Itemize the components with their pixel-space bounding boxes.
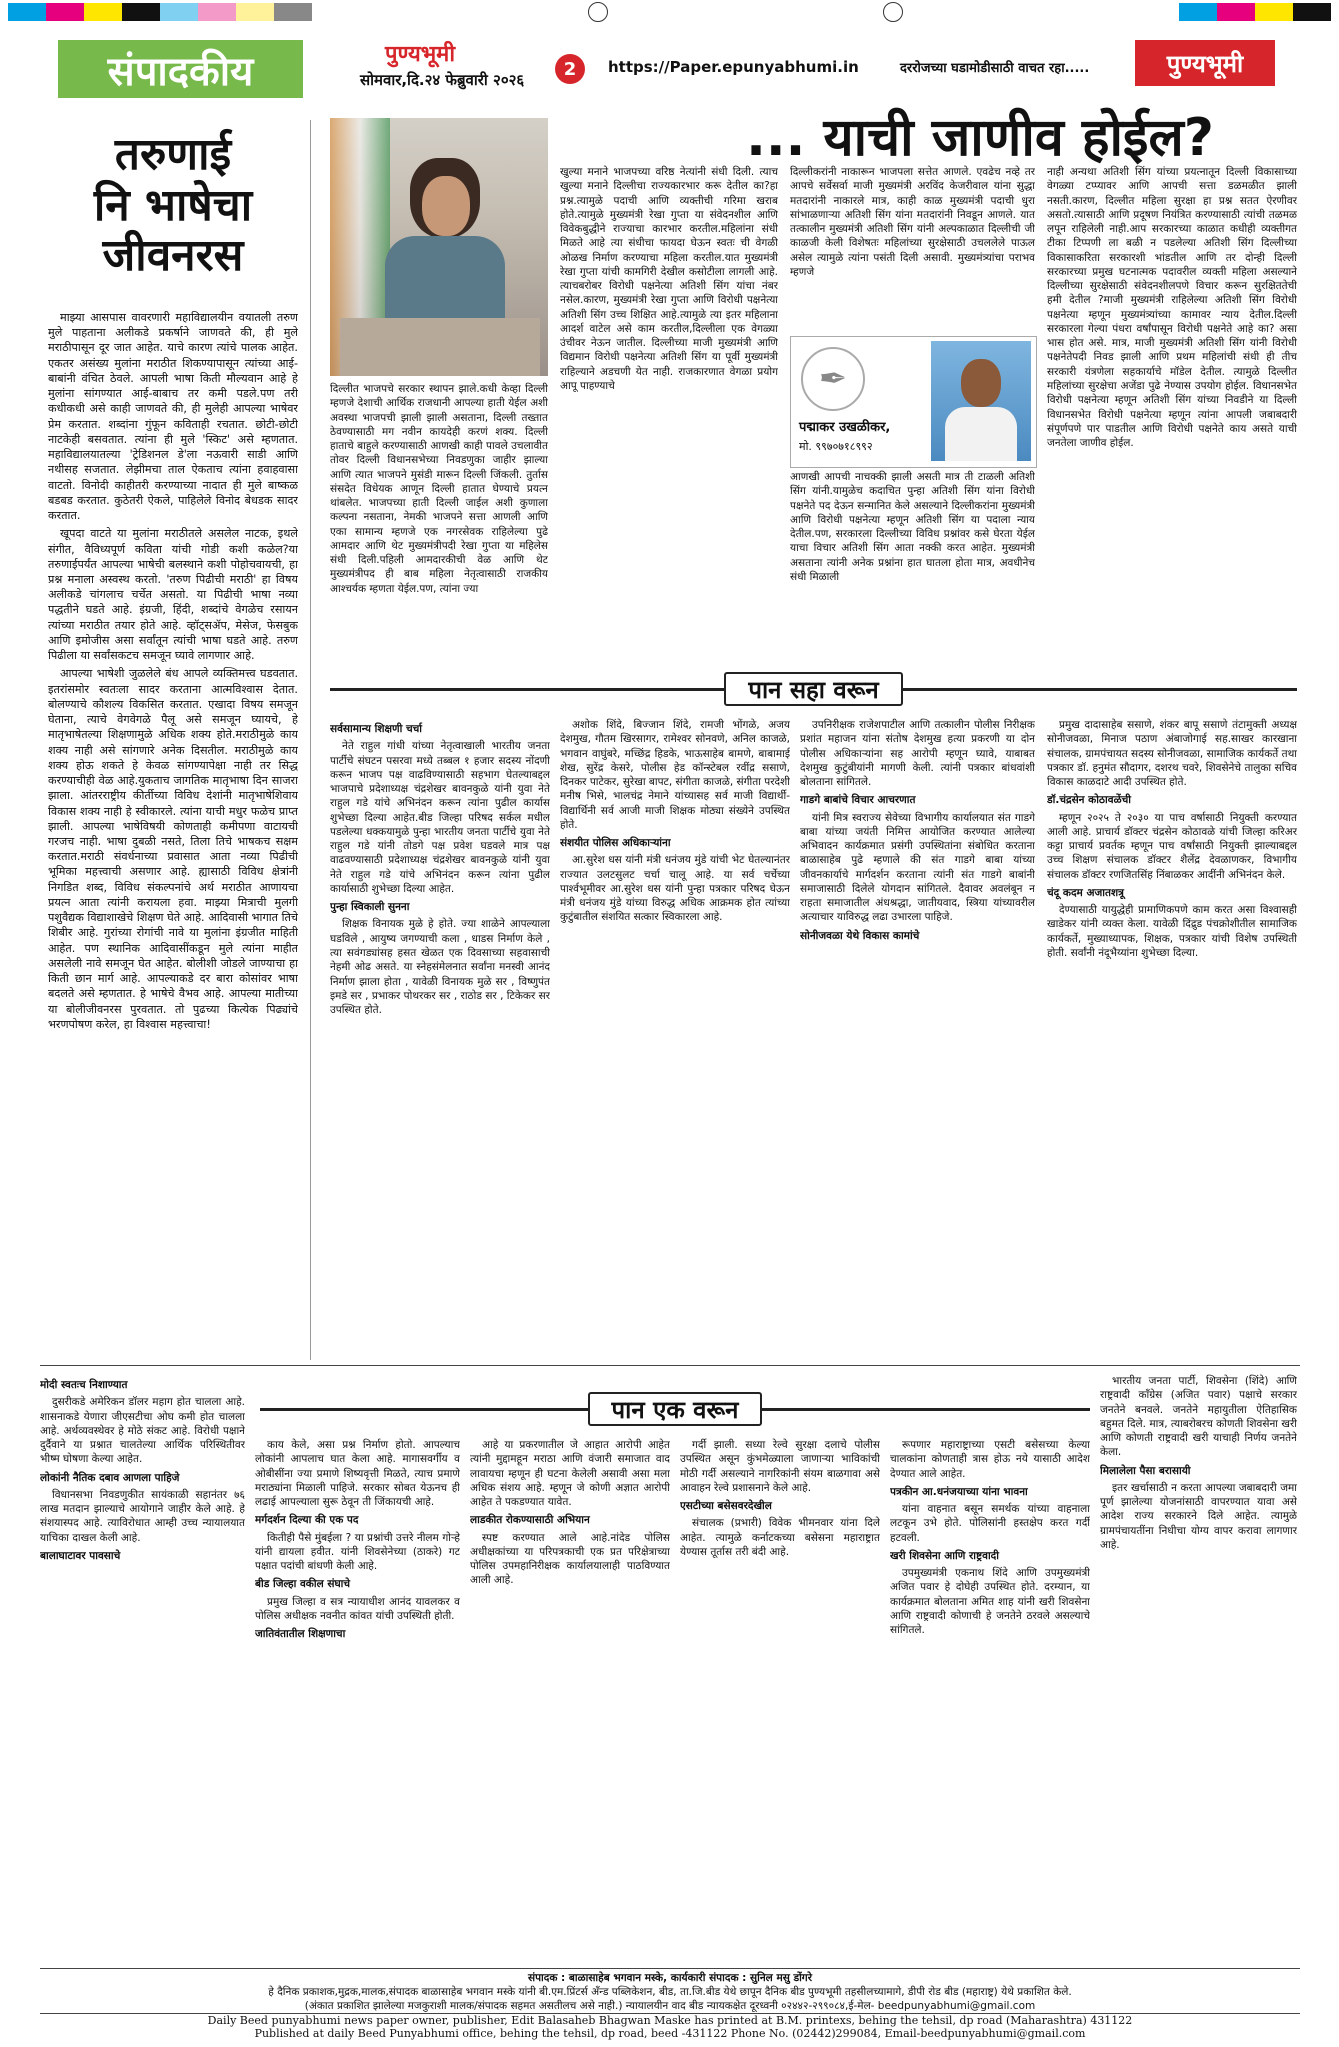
paragraph: आपल्या भाषेशी जुळलेले बंध आपले व्यक्तिमत्त्व घडवतात. इतरांसमोर स्वतःला सादर करताना आत्मविश्वास देतात. बोलण्याचे कौशल्य विकसित करतात. एखादा विषय समजून घेताना, त्याचे वेगवेगळे पैलू असे समजून घ्यायचे, हे मातृभाषेतल्या शिक्षणामुळे अधिक शक्य होते.मराठीमुळे काय शक्य नाही असे सांगणारे अनेक दिसतील. मराठीमुळे काय शक्य होऊ शकते हे केवळ सांगण्यापेक्षा नाही तर सिद्ध करण्याचीही वेळ आहे.युकताच जागतिक मातृभाषा दिन साजरा झाला. आंतरराष्ट्रीय कीर्तीच्या विविध देशांनी मातृभाषेशिवाय विकास शक्य नाही हे स्वीकारले. त्यांना याची मधुर फळेच प्राप्त झाली. आपल्या भाषेविषयी कोणताही कमीपणा वाटायची गरजच नाही. भाषा दुबळी नसते, तिला तिचे भाषकच सक्षम करतात.मराठी संवर्धनाच्या प्रवासात आता नव्या पिढीची भूमिका महत्त्वाची असणार आहे. ह्यासाठी विविध क्षेत्रांनी निगडित शब्द, विविध संकल्पनांचे अर्थ मराठीत आणायचा प्रयत्न आता त्यांनी करायला हवा. माझ्या मित्राची मुलगी पशुवैद्यक विद्याशाखेचे शिक्षण घेते आहे. आदिवासी भागात तिचे शिबीर आहे. गुरांच्या रोगांची नावे या मुलांना इंग्रजीत माहिती आहेत. पण स्थानिक आदिवासींकडून मुले त्यांना माहीत असलेली नावे समजून घेत आहेत. बोलीशी जोडले जाण्याचा हा किती छान मार्ग आहे. आपल्याकडे दर बारा कोसांवर भाषा बदलते असे म्हणतात. हे भाषेचे वैभव आहे. आपल्या मातीच्या या बोलीजीवनरस पुरवतात. तो पुढच्या कित्येक पिढ्यांचे भरणपोषण करेल, हा विश्वास महत्त्वाचा! [48,667,298,1031]
main-headline: ... याची जाणीव होईल? [746,108,1214,168]
pan-saha-col2 [560,718,790,1358]
author-phone: मो. ९९७०७१८९९२ [799,440,873,453]
sub-heading: सर्वसामान्य शिक्षणी चर्चा [330,723,423,735]
pen-icon: ✒ [801,347,865,411]
sub-heading: पत्रकीन आ.धनंजयाच्या यांना भावना [890,1485,1028,1498]
english-imprint [40,2014,1300,2040]
left-article-title [48,130,298,282]
sub-heading: मिलालेला पैसा बरासायी [1100,1464,1191,1477]
main-article-col1: दिल्लीत भाजपचे सरकार स्थापन झाले.कधी केव्हा दिल्ली म्हणजे देशाची आर्थिक राजधानी आपल्या हाती येईल अशी अवस्था भाजपची झाली झाली असताना, दिल्ली तख्तात ठेवण्यासाठी मग नवीन कायदेही करणं शक्य. दिल्ली हाताचे बाहुले करण्यासाठी आणखी काही पावले उचलावीत तोवर दिल्ली विधानसभेच्या निवडणुका जाहीर झाल्या आणि त्यात भाजपने मुसंडी मारून दिल्ली जिंकली. तुर्तास संसदेत विधेयक आणून दिल्ली हातात घेण्याचे प्रयत्न थांबलेत. भाजपच्या हाती दिल्ली जाईल अशी कुणाला कल्पना नसताना, नेमकी भाजपने सत्ता आणली आणि एका सामान्य म्हणजे एक नगरसेवक राहिलेल्या पुढे आमदार आणि थेट मुख्यमंत्रीपदी रेखा गुप्ता या महिलेस संधी दिली.पहिली आमदारकीची वेळ आणि थेट मुख्यमंत्रीपद ही बाब महिला नेतृत्वासाठी राजकीय आश्चर्यक म्हणता येईल.पण, त्यांना ज्या [330,383,548,595]
paragraph: शिक्षक विनायक मुळे हे होते. ज्या शाळेने आपल्याला घडविले , आयुष्य जगण्याची कला , धाडस निर्माण केले , त्या सवंगड्यांसह हसत खेळत एक दिवसाच्या सहवासाची नेहमी ओढ असते. या स्नेहसंमेलनात सर्वांना मनस्वी आनंद निर्माण झाला होता , यावेळी विनायक मुळे सर , विष्णुपंत इमडे सर , प्रभाकर पोथरकर सर , राठोड सर , टिकेकर सर उपस्थित होते. [330,918,550,1017]
main-article-col4: नाही अन्यथा अतिशी सिंग यांच्या प्रयत्नातून दिल्ली विकासाच्या वेगळ्या टप्प्यावर आणि आपची सत्ता डळमळीत झाली नसती.कारण, दिल्लीत महिला सुरक्षा हा प्रश्न सतत ऐरणीवर असतो.त्यासाठी आणि प्रदूषण नियंत्रित करण्यासाठी त्यांची तळमळ लपून राहिलेली नाही.आप सरकारच्या काळात कधीही व्यक्तीगत टीका टिप्पणी ला बळी न पडलेल्या अतिशी सिंग दिल्लीच्या विकासाकरिता सरकारशी भांडतील आणि तर दोन्ही दिल्ली सरकारच्या प्रमुख घटनात्मक पदावरील व्यक्ती महिला असल्याने दिल्लीच्या सुरक्षेसाठी संवेदनशीलपणे विचार करून सुरक्षिततेची हमी देतील ?माजी मुख्यमंत्री राहिलेल्या अतिशी सिंग विरोधी पक्षनेत्या म्हणून मुख्यमंत्र्यांच्या कामावर न्याय देतील.दिल्ली सरकारला गेल्या पंधरा वर्षांपासून विरोधी पक्षनेते आहे का? असा भास होत असे. मात्र, माजी मुख्यमंत्री अतिशी सिंग यांनी विरोधी पक्षनेतेपदी निवड झाली आणि प्रथम महिलांची संधी ही तीच सरकारी यंत्रणेला सहकार्याचे मॉडेल देतील. त्यामुळे दिल्लीत महिलांच्या सुरक्षेचा अजेंडा पुढे नेण्यास उपयोग होईल. विधानसभेत विरोधी पक्षनेत्या म्हणून अतिशी सिंग यांच्या निवडीने या दिल्ली विधानसभेत विरोधी पक्षनेत्या म्हणून त्यांना आपली जबाबदारी संपूर्णपणे पार पाडतील आणि विरोधी पक्षनेते काय असते याची जनतेला जाणीव होईल. [1047,166,1297,450]
printer-line-1: हे दैनिक प्रकाशक,मुद्रक,मालक,संपादक बाळासाहेब भगवान मस्के यांनी बी.एम.प्रिंटर्स अँन्ड पब्लिकेशन, बीड, ता.जि.बीड येथे छापून दैनिक बीड पुण्यभूमी तहसीलच्यामागे, डीपी रोड बीड (महाराष्ट्र) येथे प्रकाशित केले. [268,1986,1072,1998]
paragraph: आहे या प्रकरणातील जे आहात आरोपी आहेत त्यांनी मुद्दामहून मराठा आणि वंजारी समाजात वाद लावायचा म्हणून ही घटना केलेली असावी असा मला अधिक संशय आहे. म्हणून जे कोणी अज्ञात आरोपी आहेत ते पकडण्यात यावेत. [470,1439,670,1509]
pan-saha-col4 [1047,718,1297,1358]
sub-heading: पुन्हा स्विकाली सुनना [330,901,410,914]
author-name: पद्माकर उखळीकर, [799,420,891,435]
paragraph: प्रमुख दादासाहेब ससाणे, शंकर बापू ससाणे तंटामुक्ती अध्यक्ष सोनीजवळा, मिनाज पठाण अंबाजोगाई सह.साखर कारखाना संचालक, ग्रामपंचायत सदस्य सोनीजवळा, सामाजिक कार्यकर्ते तथा पत्रकार डॉ. हनुमंत सौदागर, दशरथ चवरे, शिवसेनेचे तालुका सचिव विकास काळदाटे आदी उपस्थित होते. [1047,719,1297,789]
pan-ek-col2 [470,1438,670,1963]
column-divider [310,120,311,1360]
sub-heading: मर्गदर्शन दिल्या की एक पद [255,1514,359,1527]
pan-saha-col3 [800,718,1035,1358]
paragraph: देण्यासाठी यायुद्धेही प्रामाणिकपणे काम करत असा विश्वासही खाडेकर यांनी व्यक्त केला. यावेळी दिंद्रुड पंचक्रोशीतील सामाजिक कार्यकर्ते, मुख्याध्यापक, शिक्षक, पत्रकार यांची विशेष उपस्थिती होती. सर्वांनी नंदूभैय्यांना शुभेच्छा दिल्या. [1047,904,1297,959]
author-box [790,336,1037,468]
paragraph: कितीही पैसे मुंबईला ? या प्रश्नांची उत्तरे नीलम गोऱ्हे यांनी द्यायला हवीत. यांनी शिवसेनेच्या (ठाकरे) गट पक्षात पदांची बांधणी केली आहे. [255,1531,460,1573]
paragraph: भारतीय जनता पार्टी, शिवसेना (शिंदे) आणि राष्ट्रवादी काँग्रेस (अजित पवार) पक्षाचे सरकार जनतेने बनवले. जनतेने महायुतीला ऐतिहासिक बहुमत दिले. मात्र, त्याबरोबरच कोणती शिवसेना खरी आणि कोणती राष्ट्रवादी खरी याचाही निर्णय जनतेने केला. [1100,1375,1297,1459]
tagline: दररोजच्या घडामोडीसाठी वाचत रहा..... [900,61,1090,76]
sub-heading: खरी शिवसेना आणि राष्ट्रवादी [890,1549,999,1562]
section-label: पान सहा वरून [724,672,902,706]
english-line-1: Daily Beed punyabhumi news paper owner, publisher, Edit Balasaheb Bhagwan Maske has printed at B.M. printexs, behing the tehsil, dp road (Maharashtra) 431122 [207,2014,1133,2027]
sub-heading: जातिवंतातील शिक्षणाचा [255,1628,346,1641]
sub-heading: गाडगे बाबांचे विचार आचरणात [800,794,916,807]
author-photo [931,341,1031,461]
paper-name-right: पुण्यभूमी [1135,40,1275,86]
main-article-col3: दिल्लीकरांनी नाकारून भाजपला सत्तेत आणले. एवढेच नव्हे तर आपचे सर्वेसर्वा माजी मुख्यमंत्री अरविंद केजरीवाल यांना सुद्धा मतदारांनी नाकारले मात्र, काही काळ मुख्यमंत्री पदाची धुरा सांभाळणाऱ्या अतिशी सिंग यांना मतदारांनी निवडून आणले. यात तत्कालीन मुख्यमंत्री अतिशी सिंग यांनी अल्पकाळात दिल्लीची जी काळजी केली विशेषतः महिलांच्या सुरक्षेसाठी उचललेले पाऊल असेल त्यामुळे त्यांना पसंती दिली असावी. मुख्यमंत्र्यांचा पराभव म्हणजे [790,166,1035,278]
left-article-body [48,310,298,1355]
pan-ek-col1 [255,1438,460,1963]
paragraph: अशोक शिंदे, बिज्जान शिंदे, रामजी भोंगळे, अजय देशमुख, गौतम खिरसागर, रामेश्वर सोनवणे, अनिल काजळे, भगवान वाघुंबरे, मच्छिंद्र हिडके, भाऊसाहेब बामणे, बाबामाई शेख, सुरेंद्र केसरे, पोलीस हेड कॉन्स्टेबल रवींद्र ससाणे, दिनकर पाटेकर, सुरेखा बापट, संगीता काजळे, संगीता परदेशी मनीष भिसे, भालचंद्र नेमाने यांच्यासह सर्व माजी विद्यार्थी-विद्यार्थिनी सर्व आजी माजी शिक्षक मोठ्या संख्येने उपस्थित होते. [560,719,790,831]
paragraph: रूपणार महाराष्ट्राच्या एसटी बसेसच्या केल्या चालकांना कोणताही त्रास होऊ नये यासाठी आदेश देण्यात आले आहेत. [890,1439,1090,1480]
paragraph: संचालक (प्रभारी) विवेक भीमनवार यांना दिले आहेत. त्यामुळे कर्नाटकच्या बसेसना महाराष्ट्रात येण्यास तूर्तास तरी बंदी आहे. [680,1517,880,1558]
sub-heading: सोनीजवळा येथे विकास कामांचे [800,929,920,942]
section-header-pan-ek [260,1392,1090,1426]
pan-ek-col4 [890,1438,1090,1963]
paragraph: स्पष्ट करण्यात आले आहे.नांदेड पोलिस अधीक्षकांच्या या परिपत्रकाची एक प्रत परिक्षेत्राच्या पोलिस उपमहानिरीक्षक कार्यालयालाही पाठविण्यात आली आहे. [470,1531,670,1587]
sub-heading: एसटीच्या बसेसवरदेखील [680,1500,772,1513]
paragraph: खूपदा वाटते या मुलांना मराठीतले असलेल नाटक, इथले संगीत, वैविध्यपूर्ण कविता यांची गोडी कशी कळेल?या तरुणाईपर्यंत आपल्या भाषेची बलस्थाने कशी पोहोचवायची, हा प्रश्न मनाला अस्वस्थ करतो. 'तरुण पिढीची मराठी' हा विषय अलीकडे चांगलाच चर्चेत असतो. या पिढीची भाषा नव्या पद्धतीने घडते आहे. इंग्रजी, हिंदी, शब्दांचे वेगळेच रसायन त्यांच्या मराठीत तयार होते आहे. व्हॉट्सॲप, मेसेज, फेसबुक आणि इमोजीस असा सर्वांतून त्यांची भाषा घडते आहे. तरुण पिढीला या सर्वांसकटच समजून घ्यावे लागणार आहे. [48,527,298,663]
sub-heading: डॉ.चंद्रसेन कोठावळेंची [1047,794,1131,807]
sub-heading: बीड जिल्हा वकील संघाचे [255,1578,351,1591]
left-title-line: तरुणाई [114,129,232,180]
horizontal-divider [40,1365,1300,1366]
paragraph: प्रमुख जिल्हा व सत्र न्यायाधीश आनंद यावलकर व पोलिस अधीक्षक नवनीत कांवत यांची उपस्थिती होती. [255,1595,460,1622]
paragraph: उपमुख्यमंत्री एकनाथ शिंदे आणि उपमुख्यमंत्री अजित पवार हे दोघेही उपस्थित होते. दरम्यान, या कार्यक्रमात बोलताना अमित शाह यांनी खरी शिवसेना आणि राष्ट्रवादी कोणाची हे जनतेने ठरवले असल्याचे सांगितले. [890,1567,1090,1637]
paragraph: गर्दी झाली. सध्या रेल्वे सुरक्षा दलाचे पोलीस उपस्थित असून कुंभमेळ्याला जाणाऱ्या भाविकांची मोठी गर्दी असल्याने नागरिकांनी संयम बाळगावा असे आवाहन रेल्वे प्रशासनाने केले आहे. [680,1439,880,1494]
sub-heading: संशयीत पोलिस अधिकाऱ्यांना [560,837,671,850]
sub-heading: बालाघाटावर पावसाचे [40,1549,121,1562]
registration-mark-icon [588,2,608,22]
pan-ek-col3 [680,1438,880,1963]
sub-heading: लाडकीत रोकण्यासाठी अभियान [470,1514,590,1527]
left-title-line: नि भाषेचा [93,179,253,231]
paragraph: काय केले, असा प्रश्न निर्माण होतो. आपल्याच लोकांनी आपलाच घात केला आहे. मागासवर्गीय व ओबीसींना ज्या प्रमाणे शिष्यवृत्ती मिळते, त्याच प्रमाणे मराठ्यांना मिळाली पाहिजे. सरकार सोबत येऊनच ही लढाई आपल्याला सुरू ठेवून ती जिंकायची आहे. [255,1439,460,1509]
pan-saha-col1 [330,718,550,1358]
section-label: पान एक वरून [588,1392,763,1426]
section-title: संपादकीय [58,40,303,98]
date-line: सोमवार,दि.२४ फेब्रुवारी २०२६ [360,71,525,89]
paragraph: म्हणून २०२५ ते २०३० या पाच वर्षासाठी नियुक्ती करण्यात आली आहे. प्राचार्य डॉक्टर चंद्रसेन कोठावळे यांची जिल्हा करिअर कट्टा प्राचार्य प्रवर्तक म्हणून पाच वर्षांसाठी नियुक्ती झाल्याबद्दल उच्च शिक्षण संचालक डॉक्टर शैलेंद्र देवळाणकर, विभागीय संचालक डॉक्टर रणजितसिंह निंबाळकर आदींनी अभिनंदन केले. [1047,811,1297,881]
sub-heading: मोदी स्वतःच निशाण्यात [40,1379,128,1391]
pan-ek-col5 [1100,1374,1297,1964]
website-link[interactable]: https://Paper.epunyabhumi.in [608,58,859,76]
sub-heading: लोकांनी नैतिक दबाव आणला पाहिजे [40,1471,180,1484]
left-title-line: जीवनरस [102,230,244,282]
leader-photo [330,118,548,376]
top-registration-strip [0,0,1339,24]
sub-heading: चंदू कदम अजातशत्रू [1047,886,1124,899]
registration-mark-icon [883,2,903,22]
paragraph: इतर खर्चासाठी न करता आपल्या जबाबदारी जमा पूर्ण झालेल्या योजनांसाठी वापरण्यात यावा असे आदेश राज्य सरकारने दिले आहेत. त्यामुळे ग्रामपंचायतींना निधीचा योग्य वापर करावा लागणार आहे. [1100,1481,1297,1551]
printer-line-2: (अंकात प्रकाशित झालेल्या मजकुराशी मालक/संपादक सहमत असतीलच असे नाही.) न्यायालयीन वाद बीड न्यायकक्षेत दूरध्वनी ०२४४२-२९९०८४,ई-मेल- beedpunyabhumi@gmail.com [304,2000,1036,2012]
main-article-col3b: आणखी आपची नाचक्की झाली असती मात्र ती टाळली अतिशी सिंग यांनी.यामुळेच कदाचित पुन्हा अतिशी सिंग यांना विरोधी पक्षनेते पद देऊन सन्मानित केले असल्याने दिल्लीकरांना मुख्यमंत्री आणि विरोधी पक्षनेत्या म्हणून अतिशी सिंग या पदाला न्याय देतील.पण, सरकारला दिल्लीच्या विविध प्रश्नांवर कसे घेरता येईल याचा विचार अतिशी सिंग आता नक्की करत आहेत. मुख्यमंत्री असताना त्यांनी अनेक प्रश्नांना हात घातला होता मात्र, अवधीनेच संधी मिळाली [790,471,1035,583]
paragraph: यांनी मित्र स्वराज्य सेवेच्या विभागीय कार्यालयात संत गाडगे बाबा यांच्या जयंती निमित्त आयोजित करण्यात आलेल्या अभिवादन कार्यक्रमात प्रसंगी उपस्थितांना संबोधित करताना बाळासाहेब पुढे म्हणाले की संत गाडगे बाबा यांच्या जीवनकार्याचे मार्गदर्शन करताना त्यांनी संत गाडगे बाबांनी समाजासाठी दिलेले योगदान सांगितले. दैवावर अवलंबून न राहता समाजातील अंधश्रद्धा, जातीयवाद, स्त्रिया यांच्यावरील अत्याचार याविरुद्ध लढा उभारला पाहिजे. [800,811,1035,924]
pan-ek-col0 [40,1374,245,1964]
paragraph: नेते राहुल गांधी यांच्या नेतृत्वाखाली भारतीय जनता पार्टीचे संघटन पसरवा मध्ये तब्बल १ हजार सदस्य नोंदणी करून भाजप पक्ष वाढविण्यासाठी सहभाग घेतल्याबद्दल भाजपाचे प्रदेशाध्यक्ष चंद्रशेखर बावनकुळे यांनी युवा नेते राहुल गडे यांचे अभिनंदन करून त्यांना पुढील कार्यास शुभेच्छा दिल्या आहेत.बीड जिल्हा परिषद सर्कल मधील पडलेल्या धक्कयामुळे पुन्हा भारतीय जनता पार्टीचे युवा नेते राहुल गडे यांनी तोडगे पक्ष प्रवेश घडवले मात्र पक्ष वाढवण्यासाठी प्रदेशाध्यक्ष चंद्रशेखर बावनकुळे यांनी युवा नेते राहुल गडे यांचे अभिनंदन करून त्यांना पुढील कार्यासाठी शुभेच्छा दिल्या आहेत. [330,740,550,895]
english-line-2: Published at daily Beed Punyabhumi office, behing the tehsil, dp road, beed -431122 Phone No. (02442)299084, Email-beedpunyabhumi@gmail.com [254,2027,1086,2041]
paragraph: आ.सुरेश धस यांनी मंत्री धनंजय मुंडे यांची भेट घेतल्यानंतर राज्यात उलटसुलट चर्चा चालू आहे. या सर्व चर्चेच्या पार्श्वभूमीवर आ.सुरेश धस यांनी पुन्हा पत्रकार परिषद घेऊन मंत्री धनंजय मुंडे यांच्या विरुद्ध अधिक आक्रमक होत त्यांच्या कुटुंबातील संशयित सत्कार स्विकारला आहे. [560,854,790,924]
paragraph: माझ्या आसपास वावरणारी महाविद्यालयीन वयातली तरुण मुले पाहताना अलीकडे प्रकर्षाने जाणवते की, ही मुले मराठीपासून दूर जात आहेत. याचे कारण त्यांचे पालक आहेत. एकतर असंख्य मुलांना मराठीत शिकण्यापासून त्यांच्या आई-बाबांनी वंचित ठेवले. आपली भाषा किती मौल्यवान आहे हे मुलांना सांगण्यात आई-बाबाच तर कमी पडले.पण तरी कधीकधी असे काही जाणवते की, ही मुलेही आपल्या भाषेवर प्रेम करतात. शब्दांना गुंफून कविताही रचतात. छोटी-छोटी नाटकेही बसवतात. त्यांना ही मुले 'स्किट' असे म्हणतात. महाविद्यालयातल्या 'ट्रेडिशनल डे'ला नऊवारी साडी आणि नथीसह सजतात. लेझीमचा ताल ऐकताच त्यांना हवाहवासा वाटतो. विनोदी काहीतरी करण्याच्या नादात ही मुले बाष्कळ बडबड करतात. कुठेतरी ऐकले, पाहिलेले विनोद बेधडक सादर करतात. [48,311,298,523]
editor-line: संपादक : बाळासाहेब भगवान मस्के, कार्यकारी संपादक : सुनिल मसु डोंगरे [527,1972,813,1984]
main-article-col2: खुल्या मनाने भाजपच्या वरिष्ठ नेत्यांनी संधी दिली. त्याच खुल्या मनाने दिल्लीचा राज्यकारभार करू देतील का?हा प्रश्न.त्यामुळे पदाची आणि व्यक्तीची गरिमा खराब होते.त्यामुळे मुख्यमंत्री रेखा गुप्ता या संवेदनशील आणि विवेकबुद्धीने राज्याचा कारभार करतील.महिलांना संधी मिळते आहे त्या संधीचा फायदा घेऊन स्वतः ची वेगळी ओळख निर्माण करण्याचा महिला करतील.यात मुख्यमंत्री रेखा गुप्ता यांची कामगिरी देखील कसोटीला लागली आहे. त्याचबरोबर विरोधी पक्षनेत्या अतिशी सिंग यांचा नंबर नसेल.कारण, मुख्यमंत्री रेखा गुप्ता आणि विरोधी पक्षनेत्या अतिशी सिंग उच्च शिक्षित आहे.त्यामुळे त्या इतर महिलाना आदर्श वाटेल असे काम करतील,दिल्लीला एक वेगळ्या उंचीवर नेऊन जातील. दिल्लीच्या माजी मुख्यमंत्री आणि विद्यमान विरोधी पक्षनेत्या अतिशी सिंग या पूर्वी मुख्यमंत्री राहिल्याने अडचणी येत नाही. राजकारणात वेगळा प्रयोग आपू पाहण्याचे [560,166,778,392]
masthead [40,36,1300,98]
section-header-pan-saha [330,672,1297,706]
paragraph: दुसरीकडे अमेरिकन डॉलर महाग होत चालला आहे. शासनाकडे येणारा जीएसटीचा ओघ कमी होत चालला आहे. अर्थव्यवस्थेवर हे मोठे संकट आहे. विरोधी पक्षाने दुर्दैवाने या प्रश्नात चालतेल्या आर्थिक परिस्थितीवर भीष्म घोषणा केल्या आहेत. [40,1396,245,1466]
paragraph: उपनिरीक्षक राजेशपाटील आणि तत्कालीन पोलीस निरीक्षक प्रशांत महाजन यांना संतोष देशमुख हत्या प्रकरणी या दोन पोलीस अधिकाऱ्यांना सह आरोपी म्हणून घ्यावे, याबाबत देशमुख कुटुंबीयांनी मागणी केली. त्यांनी पत्रकार बांधवांशी बोलताना सांगितले. [800,719,1035,789]
page-number-badge: 2 [555,54,585,84]
imprint-box [40,1968,1300,2014]
paper-name-logo: पुण्यभूमी [385,42,456,67]
paragraph: विधानसभा निवडणुकीत सायंकाळी सहानंतर ७६ लाख मतदान झाल्याचे आयोगाने जाहीर केले आहे. हे संशयास्पद आहे. त्याविरोधात आम्ही उच्च न्यायालयात याचिका दाखल केली आहे. [40,1488,245,1544]
paragraph: यांना वाहनात बसून समर्थक यांच्या वाहनाला लटकून उभे होते. पोलिसांनी हस्तक्षेप करत गर्दी हटवली. [890,1503,1090,1544]
